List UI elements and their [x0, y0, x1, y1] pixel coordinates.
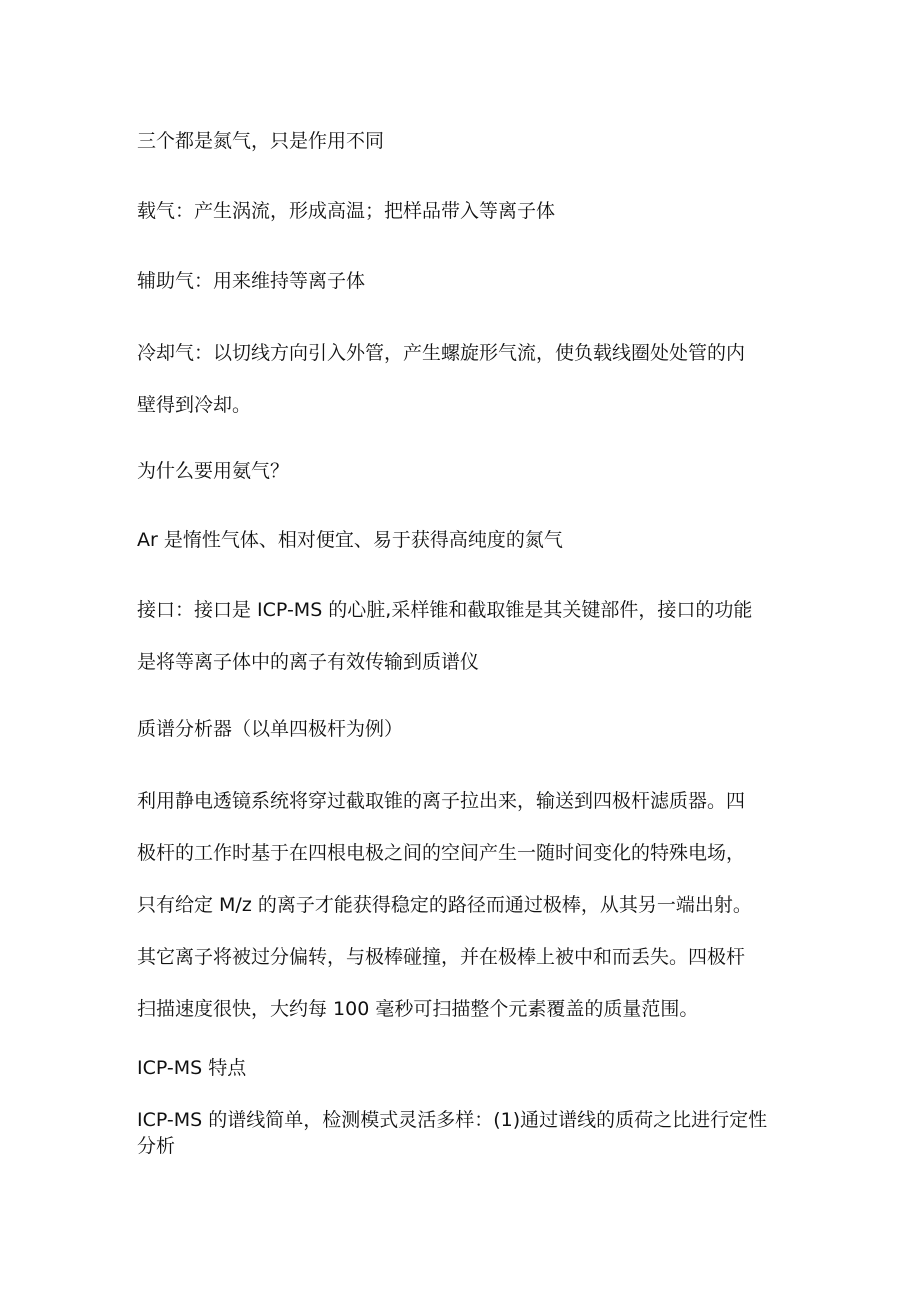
text-line: 只有给定 M/z 的离子才能获得稳定的路径而通过极棒，从其另一端出射。 — [137, 894, 752, 916]
text-line: 是将等离子体中的离子有效传输到质谱仪 — [137, 651, 480, 673]
text-line: 其它离子将被过分偏转，与极棒碰撞，并在极棒上被中和而丢失。四极杆 — [137, 946, 746, 968]
paragraph-ar-reason — [137, 527, 797, 553]
text-line: ICP-MS 特点 — [137, 1057, 247, 1079]
paragraph-auxiliary-gas — [137, 268, 797, 294]
paragraph-quadrupole-description — [137, 788, 797, 1022]
paragraph-why-argon-heading — [137, 458, 797, 484]
paragraph-argon-roles — [137, 128, 797, 154]
paragraph-icpms-spectra — [137, 1107, 797, 1159]
text-line: 质谱分析器（以单四极杆为例） — [137, 718, 404, 740]
paragraph-mass-analyzer-heading — [137, 716, 797, 742]
text-line: 分析 — [137, 1135, 176, 1157]
text-line: 壁得到冷却。 — [137, 394, 252, 416]
text-line: Ar 是惰性气体、相对便宜、易于获得高纯度的氮气 — [137, 529, 563, 551]
text-line: 冷却气：以切线方向引入外管，产生螺旋形气流，使负载线圈处处管的内 — [137, 342, 746, 364]
paragraph-cooling-gas — [137, 340, 797, 418]
paragraph-interface — [137, 597, 797, 675]
text-line: 扫描速度很快，大约每 100 毫秒可扫描整个元素覆盖的质量范围。 — [137, 998, 699, 1020]
paragraph-icpms-features-heading — [137, 1055, 797, 1081]
text-line: 极杆的工作时基于在四根电极之间的空间产生一随时间变化的特殊电场， — [137, 842, 746, 864]
text-line: 载气：产生涡流，形成高温；把样品带入等离子体 — [137, 200, 556, 222]
text-line: 利用静电透镜系统将穿过截取锥的离子拉出来，输送到四极杆滤质器。四 — [137, 790, 746, 812]
text-line: 三个都是氮气，只是作用不同 — [137, 130, 385, 152]
text-line: 为什么要用氨气？ — [137, 460, 290, 482]
paragraph-carrier-gas — [137, 198, 797, 224]
text-line: 辅助气：用来维持等离子体 — [137, 270, 366, 292]
text-line: ICP-MS 的谱线简单，检测模式灵活多样：(1)通过谱线的质荷之比进行定性 — [137, 1109, 768, 1131]
text-line: 接口：接口是 ICP-MS 的心脏,采样锥和截取锥是其关键部件，接口的功能 — [137, 599, 753, 621]
